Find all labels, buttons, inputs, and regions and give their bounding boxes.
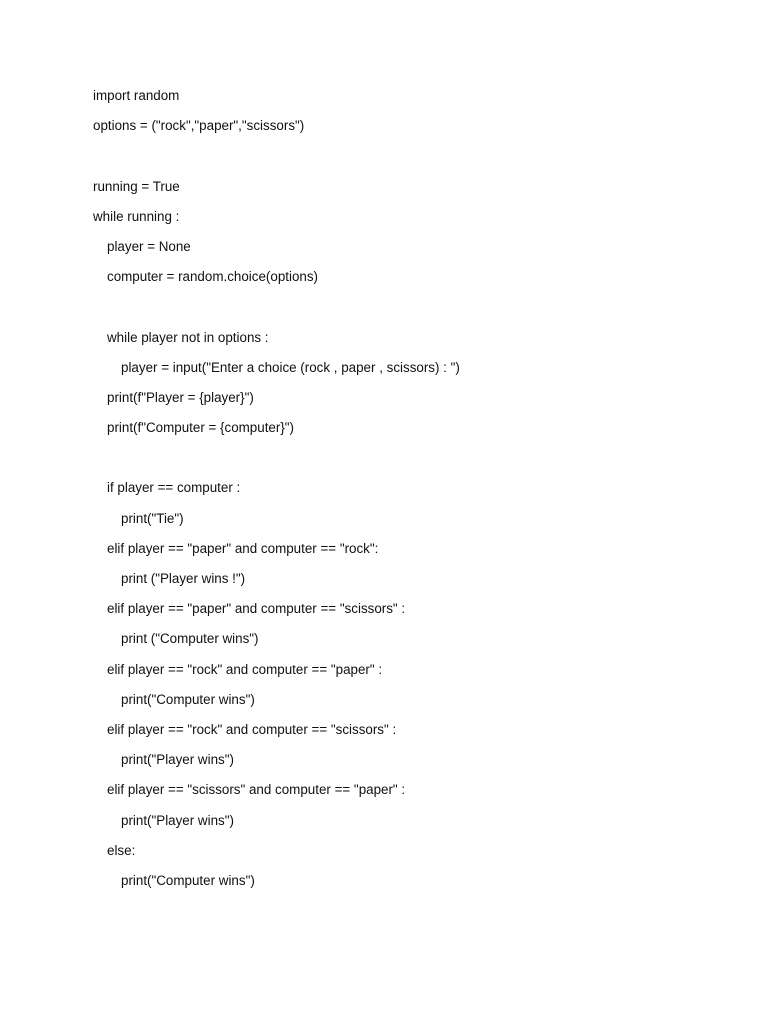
code-line: print ("Player wins !") [121, 571, 246, 586]
code-line: print(f"Player = {player}") [107, 389, 254, 405]
code-line: else: [107, 842, 136, 858]
code-line: elif player == "rock" and computer == "scissors" : [107, 721, 397, 737]
code-line: elif player == "paper" and computer == "scissors" : [107, 601, 406, 617]
blank-line [93, 146, 733, 176]
code-line: import random [93, 88, 180, 103]
code-block [93, 86, 733, 901]
code-line: player = input("Enter a choice (rock , paper , scissors) : ") [121, 359, 460, 375]
code-line: if player == computer : [107, 480, 241, 496]
code-line: running = True [93, 178, 180, 194]
code-line: print("Computer wins") [121, 872, 255, 888]
code-line: while running : [93, 208, 180, 224]
blank-line [93, 448, 733, 478]
code-line: player = None [107, 238, 191, 254]
code-line: elif player == "scissors" and computer == "paper" : [107, 782, 406, 798]
code-line: options = ("rock","paper","scissors") [93, 118, 305, 134]
code-line: print(f"Computer = {computer}") [107, 420, 295, 436]
code-line: elif player == "paper" and computer == "rock": [107, 540, 379, 556]
code-line: print ("Computer wins") [121, 631, 259, 647]
code-line: elif player == "rock" and computer == "paper" : [107, 661, 383, 677]
code-line: print("Tie") [121, 510, 184, 526]
code-line: computer = random.choice(options) [107, 269, 319, 285]
code-line: while player not in options : [107, 329, 269, 345]
code-line: print("Player wins") [121, 812, 234, 828]
blank-line [93, 297, 733, 327]
code-line: print("Player wins") [121, 752, 234, 768]
code-line: print("Computer wins") [121, 691, 255, 707]
